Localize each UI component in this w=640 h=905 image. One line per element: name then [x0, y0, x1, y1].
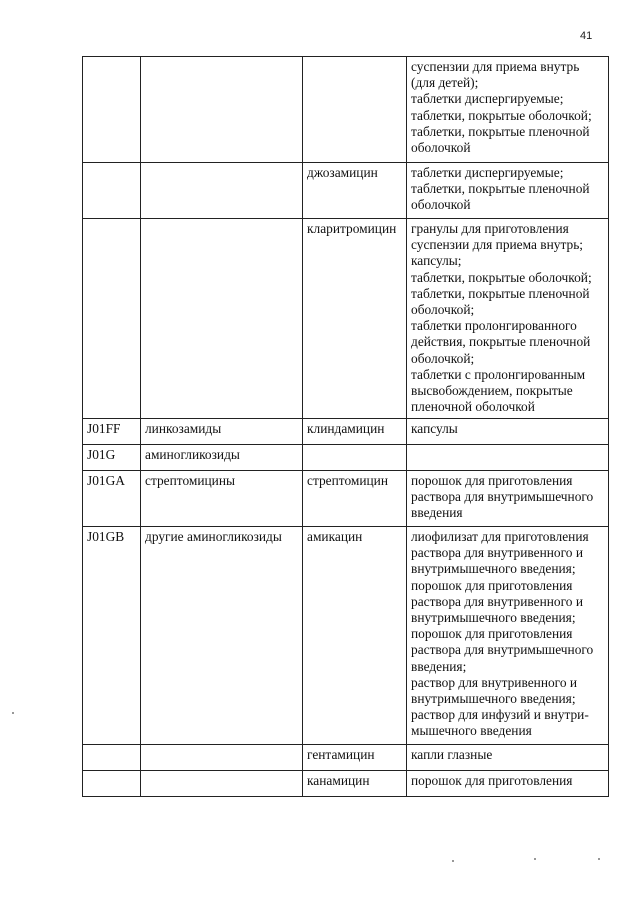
drug-name-cell: джозамицин: [303, 163, 407, 219]
dosage-form-line: раствора для внутримышечного: [411, 642, 594, 658]
dosage-forms-cell: [407, 219, 609, 419]
dosage-form-line: таблетки диспергируемые;: [411, 91, 564, 107]
pharmacological-group-cell: [141, 57, 303, 163]
drug-table: [82, 56, 609, 797]
atc-code-cell: J01G: [83, 445, 141, 471]
table-row: [83, 471, 609, 527]
table-row: [83, 771, 609, 797]
pharmacological-group-cell: другие аминогликозиды: [141, 527, 303, 745]
pharmacological-group-cell: стрептомицины: [141, 471, 303, 527]
dosage-forms-cell: [407, 57, 609, 163]
atc-code-cell: J01GB: [83, 527, 141, 745]
dosage-form-line: суспензии для приема внутрь: [411, 59, 580, 74]
dosage-form-line: таблетки диспергируемые;: [411, 165, 564, 180]
table-row: [83, 745, 609, 771]
dosage-forms-cell: [407, 471, 609, 527]
table-row: [83, 419, 609, 445]
dosage-form-line: порошок для приготовления: [411, 773, 573, 788]
dosage-form-line: лиофилизат для приготовления: [411, 529, 589, 544]
dosage-form-line: (для детей);: [411, 75, 479, 91]
dosage-form-line: внутримышечного введения;: [411, 691, 576, 707]
atc-code-cell: J01GA: [83, 471, 141, 527]
dosage-form-line: раствора для внутримышечного: [411, 489, 594, 505]
table-row: [83, 445, 609, 471]
dosage-forms-cell: [407, 419, 609, 445]
dosage-form-line: таблетки, покрытые пленочной: [411, 285, 590, 301]
scan-speck: [12, 712, 14, 714]
dosage-form-line: пленочной оболочкой: [411, 399, 535, 415]
dosage-form-line: капли глазные: [411, 747, 493, 762]
dosage-forms-cell: [407, 445, 609, 471]
table-row: [83, 219, 609, 419]
dosage-forms-cell: [407, 163, 609, 219]
atc-code-cell: [83, 57, 141, 163]
atc-code-cell: [83, 163, 141, 219]
dosage-form-line: таблетки, покрытые пленочной: [411, 181, 590, 197]
drug-name-cell: [303, 445, 407, 471]
dosage-form-line: мышечного введения: [411, 723, 532, 739]
drug-name-cell: канамицин: [303, 771, 407, 797]
dosage-form-line: таблетки, покрытые оболочкой;: [411, 269, 592, 285]
pharmacological-group-cell: аминогликозиды: [141, 445, 303, 471]
drug-name-cell: амикацин: [303, 527, 407, 745]
dosage-form-line: внутримышечного введения;: [411, 561, 576, 577]
drug-name-cell: кларитромицин: [303, 219, 407, 419]
dosage-form-line: раствор для внутривенного и: [411, 674, 578, 690]
dosage-form-line: оболочкой: [411, 197, 471, 213]
dosage-forms-cell: [407, 745, 609, 771]
dosage-form-line: раствор для инфузий и внутри-: [411, 707, 589, 723]
dosage-form-line: капсулы: [411, 421, 458, 436]
dosage-form-line: суспензии для приема внутрь;: [411, 237, 584, 253]
dosage-form-line: таблетки, покрытые пленочной: [411, 123, 590, 139]
table-row: [83, 527, 609, 745]
dosage-form-line: высвобождением, покрытые: [411, 383, 573, 399]
dosage-form-line: оболочкой: [411, 140, 471, 156]
atc-code-cell: J01FF: [83, 419, 141, 445]
dosage-forms-cell: [407, 771, 609, 797]
dosage-form-line: введения: [411, 505, 463, 521]
scan-speck: [598, 858, 600, 860]
drug-name-cell: клиндамицин: [303, 419, 407, 445]
dosage-form-line: порошок для приготовления: [411, 626, 573, 642]
table-row: [83, 163, 609, 219]
dosage-form-line: капсулы;: [411, 253, 462, 269]
atc-code-cell: [83, 771, 141, 797]
atc-code-cell: [83, 219, 141, 419]
scan-speck: [452, 860, 454, 862]
dosage-form-line: введения;: [411, 658, 467, 674]
dosage-form-line: гранулы для приготовления: [411, 221, 569, 236]
dosage-form-line: раствора для внутривенного и: [411, 593, 583, 609]
dosage-form-line: таблетки, покрытые оболочкой;: [411, 107, 592, 123]
dosage-form-line: раствора для внутривенного и: [411, 545, 583, 561]
dosage-form-line: оболочкой;: [411, 302, 475, 318]
pharmacological-group-cell: [141, 771, 303, 797]
drug-name-cell: гентамицин: [303, 745, 407, 771]
pharmacological-group-cell: [141, 745, 303, 771]
dosage-form-line: действия, покрытые пленочной: [411, 334, 591, 350]
dosage-form-line: порошок для приготовления: [411, 577, 573, 593]
drug-name-cell: [303, 57, 407, 163]
dosage-form-line: порошок для приготовления: [411, 473, 573, 488]
dosage-form-line: таблетки пролонгированного: [411, 318, 577, 334]
pharmacological-group-cell: линкозамиды: [141, 419, 303, 445]
pharmacological-group-cell: [141, 219, 303, 419]
drug-name-cell: стрептомицин: [303, 471, 407, 527]
table-row: [83, 57, 609, 163]
pharmacological-group-cell: [141, 163, 303, 219]
page-number: 41: [580, 30, 593, 42]
dosage-forms-cell: [407, 527, 609, 745]
dosage-form-line: оболочкой;: [411, 350, 475, 366]
scan-speck: [534, 858, 536, 860]
dosage-form-line: внутримышечного введения;: [411, 610, 576, 626]
drug-table-body: [83, 57, 609, 797]
atc-code-cell: [83, 745, 141, 771]
dosage-form-line: таблетки с пролонгированным: [411, 366, 586, 382]
